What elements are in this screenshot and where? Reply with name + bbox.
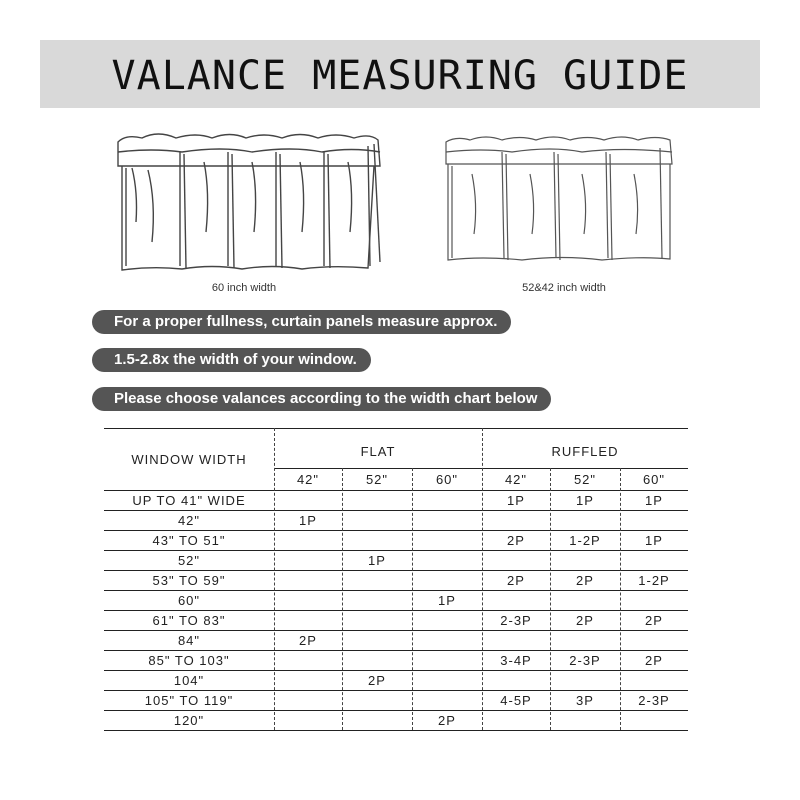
window-width-cell: 104" bbox=[173, 673, 205, 688]
panel-count-cell: 2P bbox=[507, 573, 525, 588]
row-rule bbox=[104, 510, 688, 511]
panel-count-cell: 2-3P bbox=[500, 613, 532, 628]
window-width-cell: 60" bbox=[177, 593, 201, 608]
panel-count-cell: 2P bbox=[576, 573, 594, 588]
row-rule bbox=[104, 690, 688, 691]
panel-count-cell: 2P bbox=[507, 533, 525, 548]
row-rule bbox=[104, 670, 688, 671]
panel-count-cell: 3-4P bbox=[500, 653, 532, 668]
right-caption: 52&42 inch width bbox=[522, 282, 606, 294]
panel-count-cell: 1P bbox=[645, 493, 663, 508]
window-width-cell: 85" TO 103" bbox=[148, 653, 230, 668]
panel-count-cell: 2P bbox=[645, 653, 663, 668]
panel-count-cell: 4-5P bbox=[500, 693, 532, 708]
note-fullness: For a proper fullness, curtain panels measure approx. bbox=[92, 310, 511, 334]
panel-count-cell: 1P bbox=[368, 553, 386, 568]
size-header-cell: 60" bbox=[642, 472, 666, 487]
panel-count-cell: 2-3P bbox=[638, 693, 670, 708]
window-width-header: WINDOW WIDTH bbox=[131, 452, 247, 467]
window-width-cell: 105" TO 119" bbox=[144, 693, 234, 708]
row-rule bbox=[104, 610, 688, 611]
size-header-cell: 60" bbox=[435, 472, 459, 487]
window-width-cell: UP TO 41" WIDE bbox=[132, 493, 246, 508]
panel-count-cell: 1-2P bbox=[638, 573, 670, 588]
window-width-cell: 43" TO 51" bbox=[152, 533, 226, 548]
valance-60-inch-illustration bbox=[112, 132, 388, 274]
window-width-cell: 52" bbox=[177, 553, 201, 568]
left-caption: 60 inch width bbox=[211, 282, 277, 294]
window-width-cell: 120" bbox=[173, 713, 205, 728]
panel-count-cell: 1P bbox=[438, 593, 456, 608]
size-header-cell: 52" bbox=[365, 472, 389, 487]
panel-count-cell: 2P bbox=[438, 713, 456, 728]
row-rule bbox=[104, 590, 688, 591]
title-banner bbox=[40, 40, 760, 108]
panel-count-cell: 2P bbox=[368, 673, 386, 688]
note-width-ratio: 1.5-2.8x the width of your window. bbox=[92, 348, 371, 372]
size-header-rule bbox=[104, 490, 688, 491]
row-rule bbox=[104, 530, 688, 531]
row-rule bbox=[104, 710, 688, 711]
width-chart-table bbox=[104, 428, 688, 732]
column-divider bbox=[342, 468, 343, 730]
table-top-rule bbox=[104, 428, 688, 429]
panel-count-cell: 2P bbox=[299, 633, 317, 648]
row-rule bbox=[104, 730, 688, 731]
window-width-cell: 61" TO 83" bbox=[152, 613, 226, 628]
window-width-cell: 53" TO 59" bbox=[152, 573, 226, 588]
note-choose-valances: Please choose valances according to the width chart below bbox=[92, 387, 551, 411]
valance-52-42-inch-illustration bbox=[442, 134, 678, 266]
size-header-cell: 42" bbox=[504, 472, 528, 487]
group-header-rule bbox=[274, 468, 688, 469]
panel-count-cell: 1P bbox=[299, 513, 317, 528]
window-width-cell: 84" bbox=[177, 633, 201, 648]
panel-count-cell: 1P bbox=[576, 493, 594, 508]
window-width-cell: 42" bbox=[177, 513, 201, 528]
row-rule bbox=[104, 570, 688, 571]
panel-count-cell: 2-3P bbox=[569, 653, 601, 668]
panel-count-cell: 1P bbox=[645, 533, 663, 548]
row-rule bbox=[104, 550, 688, 551]
row-rule bbox=[104, 650, 688, 651]
panel-count-cell: 2P bbox=[645, 613, 663, 628]
panel-count-cell: 2P bbox=[576, 613, 594, 628]
ruffled-header: RUFFLED bbox=[551, 444, 619, 459]
row-rule bbox=[104, 630, 688, 631]
flat-header: FLAT bbox=[360, 444, 396, 459]
page-title: VALANCE MEASURING GUIDE bbox=[111, 53, 689, 99]
panel-count-cell: 3P bbox=[576, 693, 594, 708]
panel-count-cell: 1P bbox=[507, 493, 525, 508]
panel-count-cell: 1-2P bbox=[569, 533, 601, 548]
size-header-cell: 52" bbox=[573, 472, 597, 487]
size-header-cell: 42" bbox=[296, 472, 320, 487]
